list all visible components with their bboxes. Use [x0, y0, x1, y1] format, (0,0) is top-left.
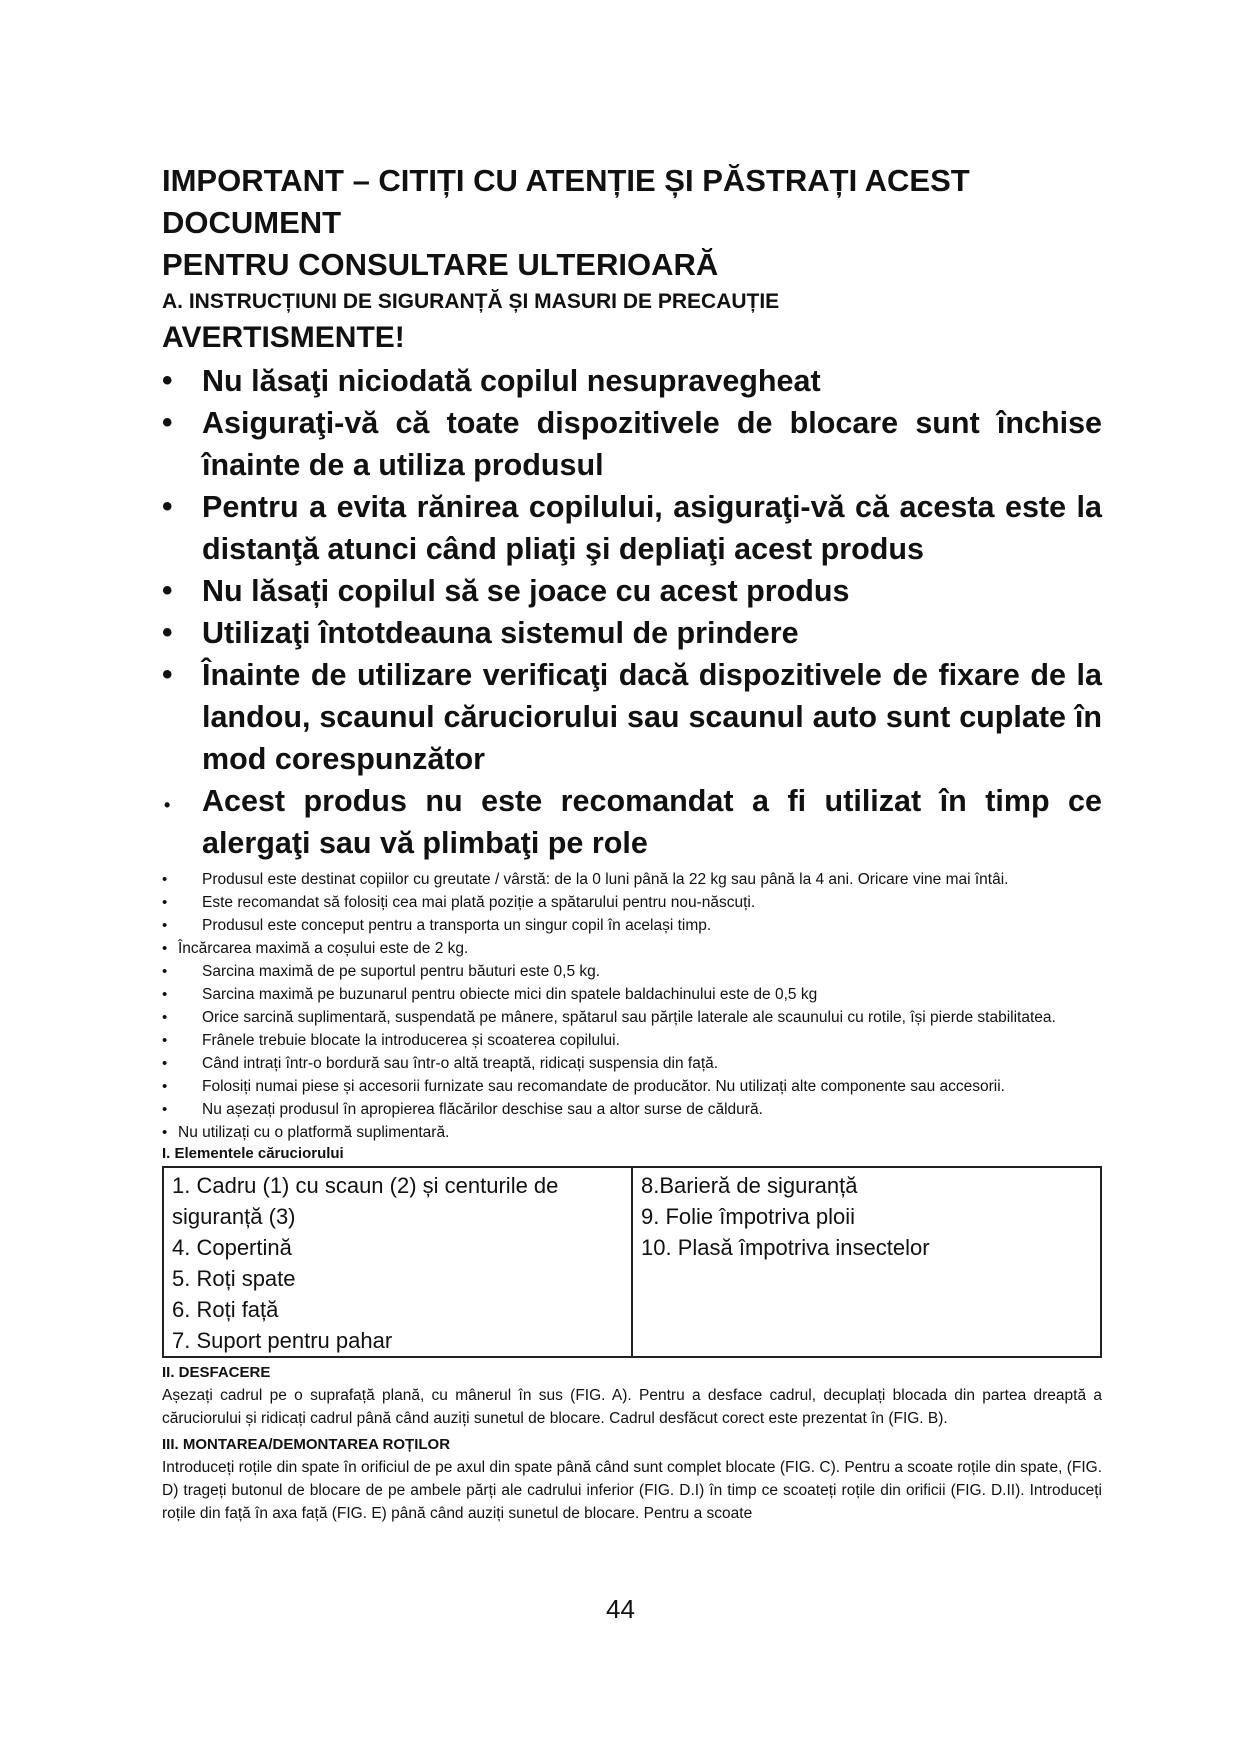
note-item: • Nu utilizați cu o platformă suplimentară. [162, 1121, 1102, 1144]
bullet-icon: • [162, 917, 168, 934]
note-item: • Când intrați într-o bordură sau într-o altă treaptă, ridicați suspensia din față. [162, 1052, 1102, 1075]
element-item: 6. Roți față [172, 1297, 279, 1322]
bullet-icon: • [162, 574, 173, 607]
bullet-icon: • [162, 490, 173, 523]
bullet-icon: • [162, 1078, 168, 1095]
bullet-icon: • [162, 894, 168, 911]
note-item: • Nu așezați produsul în apropierea flăcărilor deschise sau a altor surse de căldură. [162, 1098, 1102, 1121]
document-page [162, 160, 1102, 1525]
title-line-2: PENTRU CONSULTARE ULTERIOARĂ [162, 247, 719, 282]
element-item: 1. Cadru (1) cu scaun (2) și centurile de siguranță (3) [172, 1173, 559, 1229]
bullet-icon: • [162, 1055, 168, 1072]
note-item: • Încărcarea maximă a coșului este de 2 kg. [162, 937, 1102, 960]
section-i-heading: I. Elementele căruciorului [162, 1145, 344, 1162]
element-item: 9. Folie împotriva ploii [641, 1204, 855, 1229]
section-a-heading: A. INSTRUCȚIUNI DE SIGURANȚĂ ȘI MASURI DE PRECAUȚIE [162, 290, 780, 313]
section-ii-heading: II. DESFACERE [162, 1364, 271, 1381]
note-item: • Sarcina maximă pe buzunarul pentru obiecte mici din spatele baldachinului este de 0,5 kg [162, 983, 1102, 1006]
bullet-icon: • [162, 1009, 168, 1026]
warning-item: • Utilizaţi întotdeauna sistemul de prindere [162, 612, 1102, 654]
elements-table [162, 1166, 1102, 1358]
note-item: • Frânele trebuie blocate la introducerea și scoaterea copilului. [162, 1029, 1102, 1052]
bullet-icon: • [162, 1124, 168, 1141]
warning-item: • Asiguraţi-vă că toate dispozitivele de blocare sunt închise înainte de a utiliza produsul [162, 402, 1102, 486]
section-iii-heading: III. MONTAREA/DEMONTAREA ROȚILOR [162, 1436, 451, 1453]
element-item: 8.Barieră de siguranță [641, 1173, 858, 1198]
desfacere-paragraph: Așezați cadrul pe o suprafață plană, cu mânerul în sus (FIG. A). Pentru a desface cadrul, decuplați blocada din partea dreaptă a căruciorului și ridicați cadrul până când auziți sunetul de blocare. Cadrul desfăcut corect este prezentat în (FIG. B). [162, 1387, 1102, 1427]
bullet-icon: • [162, 963, 168, 980]
note-item: • Folosiți numai piese și accesorii furnizate sau recomandate de producător. Nu utilizați alte componente sau accesorii. [162, 1075, 1102, 1098]
warning-item: • Înainte de utilizare verificaţi dacă dispozitivele de fixare de la landou, scaunul căruciorului sau scaunul auto sunt cuplate în mod corespunzător [162, 654, 1102, 780]
bullet-icon: • [162, 871, 168, 888]
warnings-heading: AVERTISMENTE! [162, 321, 405, 354]
bullet-icon: • [162, 1101, 168, 1118]
bullet-icon: • [162, 658, 173, 691]
note-item: • Sarcina maximă de pe suportul pentru băuturi este 0,5 kg. [162, 960, 1102, 983]
element-item: 10. Plasă împotriva insectelor [641, 1235, 930, 1260]
bullet-icon: • [162, 616, 173, 649]
bullet-icon: • [162, 406, 173, 439]
warning-item: • Pentru a evita rănirea copilului, asiguraţi-vă că acesta este la distanţă atunci când pliaţi şi depliaţi acest produs [162, 486, 1102, 570]
warning-item: • Nu lăsați copilul să se joace cu acest produs [162, 570, 1102, 612]
bullet-icon: • [162, 1032, 168, 1049]
elements-left-cell [163, 1167, 632, 1357]
bullet-icon: • [164, 795, 171, 815]
bullet-icon: • [162, 940, 168, 957]
element-item: 5. Roți spate [172, 1266, 296, 1291]
note-item: • Este recomandat să folosiți cea mai plată poziție a spătarului pentru nou-născuți. [162, 891, 1102, 914]
title-line-1: IMPORTANT – CITIȚI CU ATENȚIE ȘI PĂSTRAȚI ACEST DOCUMENT [162, 163, 970, 240]
warnings-list [162, 360, 1102, 864]
montare-paragraph: Introduceți roțile din spate în orificiul de pe axul din spate până când sunt complet blocate (FIG. C). Pentru a scoate roțile din spate, (FIG. D) trageți butonul de blocare de pe ambele părți ale cadrului inferior (FIG. D.I) în timp ce scoateți roțile din orificii (FIG. D.II). Introduceți roțile din față în axa față (FIG. E) până când auziți sunetul de blocare. Pentru a scoate [162, 1459, 1102, 1522]
element-item: 7. Suport pentru pahar [172, 1328, 393, 1353]
note-item: • Produsul este destinat copiilor cu greutate / vârstă: de la 0 luni până la 22 kg sau până la 4 ani. Oricare vine mai întâi. [162, 868, 1102, 891]
warning-item: • Acest produs nu este recomandat a fi utilizat în timp ce alergaţi sau vă plimbaţi pe role [164, 784, 1102, 860]
page-number: 44 [606, 1594, 635, 1624]
note-item: • Produsul este conceput pentru a transporta un singur copil în același timp. [162, 914, 1102, 937]
bullet-icon: • [162, 986, 168, 1003]
notes-list [162, 868, 1102, 1144]
bullet-icon: • [162, 364, 173, 397]
note-item: • Orice sarcină suplimentară, suspendată pe mânere, spătarul sau părțile laterale ale scaunului cu rotile, își pierde stabilitatea. [162, 1006, 1102, 1029]
element-item: 4. Copertină [172, 1235, 292, 1260]
warning-item: • Nu lăsaţi niciodată copilul nesupravegheat [162, 360, 1102, 402]
elements-right-cell [632, 1167, 1101, 1357]
